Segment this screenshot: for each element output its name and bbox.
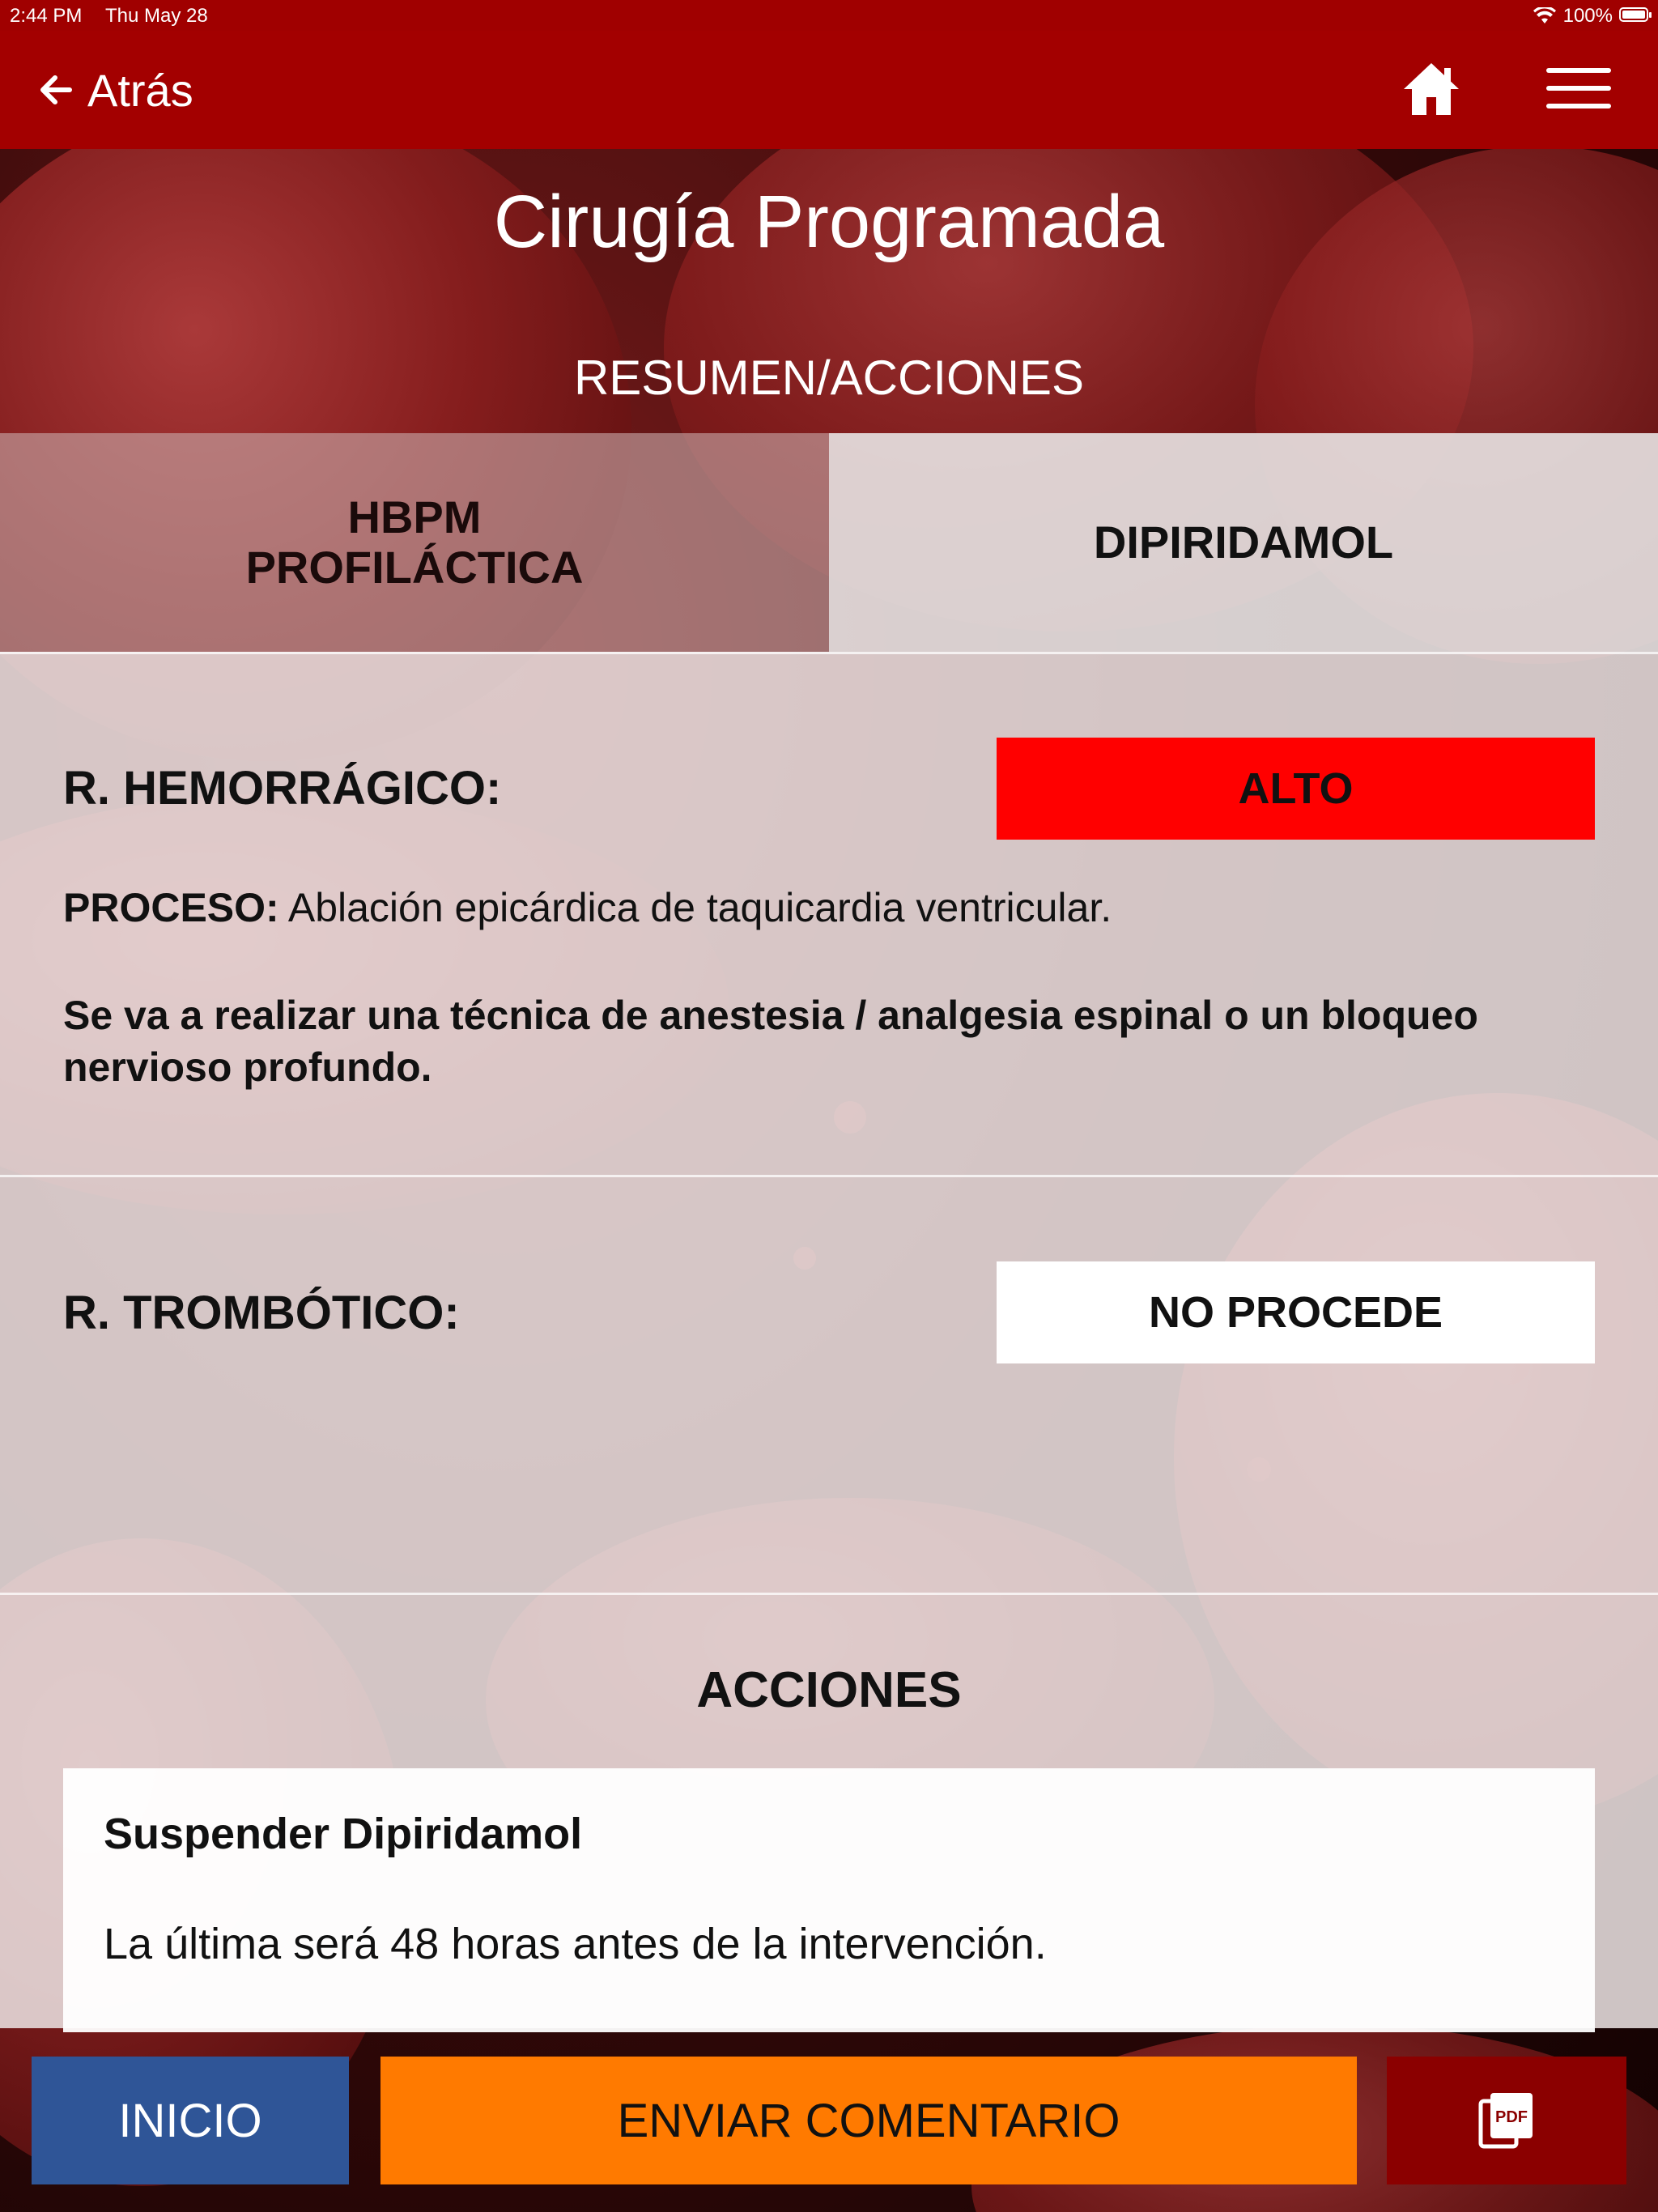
wifi-icon bbox=[1533, 7, 1557, 25]
tab-dipiridamol[interactable] bbox=[829, 433, 1658, 652]
pdf-icon-text: PDF bbox=[1495, 2108, 1528, 2126]
trombotico-badge bbox=[997, 1261, 1595, 1363]
home-icon[interactable] bbox=[1399, 57, 1464, 121]
divider bbox=[0, 1175, 1658, 1177]
action-title: Suspender Dipiridamol bbox=[104, 1810, 583, 1858]
comentario-label: ENVIAR COMENTARIO bbox=[617, 2094, 1120, 2147]
tab-label: DIPIRIDAMOL bbox=[1093, 517, 1394, 568]
divider bbox=[0, 1593, 1658, 1595]
status-right bbox=[1533, 5, 1613, 28]
proceso-value: Ablación epicárdica de taquicardia ventricular. bbox=[287, 885, 1112, 930]
hemorragico-badge bbox=[997, 738, 1595, 840]
acciones-title: ACCIONES bbox=[696, 1662, 962, 1718]
tab-label-line1: HBPM bbox=[347, 491, 482, 543]
back-arrow-icon bbox=[36, 70, 76, 110]
tab-hbpm-profilactica[interactable] bbox=[0, 433, 829, 652]
proceso-label: PROCESO: bbox=[63, 885, 279, 930]
page-subtitle: RESUMEN/ACCIONES bbox=[573, 351, 1085, 405]
status-time: 2:44 PM bbox=[10, 5, 83, 27]
status-date: Thu May 28 bbox=[105, 5, 208, 27]
divider bbox=[0, 652, 1658, 654]
back-label: Atrás bbox=[87, 64, 193, 116]
tab-label-line2: PROFILÁCTICA bbox=[245, 542, 584, 593]
pdf-icon bbox=[1474, 2088, 1539, 2153]
proceso-text bbox=[63, 884, 1601, 931]
action-text: La última será 48 horas antes de la intervención. bbox=[104, 1920, 1047, 1968]
page-title: Cirugía Programada bbox=[493, 181, 1165, 263]
pdf-button[interactable] bbox=[1387, 2057, 1626, 2184]
battery-percent: 100% bbox=[1562, 5, 1613, 27]
battery-icon bbox=[1619, 7, 1648, 22]
inicio-label: INICIO bbox=[118, 2094, 262, 2147]
hamburger-menu-icon[interactable] bbox=[1546, 68, 1611, 113]
nav-bar bbox=[0, 31, 1658, 149]
back-button[interactable] bbox=[36, 62, 193, 118]
hemorragico-label: R. HEMORRÁGICO: bbox=[63, 762, 502, 815]
trombotico-label: R. TROMBÓTICO: bbox=[63, 1287, 460, 1339]
warning-text: Se va a realizar una técnica de anestesia / analgesia espinal o un bloqueo nervioso profundo. bbox=[63, 993, 1478, 1090]
inicio-button[interactable] bbox=[32, 2057, 349, 2184]
enviar-comentario-button[interactable] bbox=[380, 2057, 1357, 2184]
action-card bbox=[63, 1768, 1595, 2032]
trombotico-value: NO PROCEDE bbox=[1148, 1288, 1443, 1337]
status-bar bbox=[0, 0, 1658, 31]
hemorragico-value: ALTO bbox=[1238, 764, 1354, 813]
